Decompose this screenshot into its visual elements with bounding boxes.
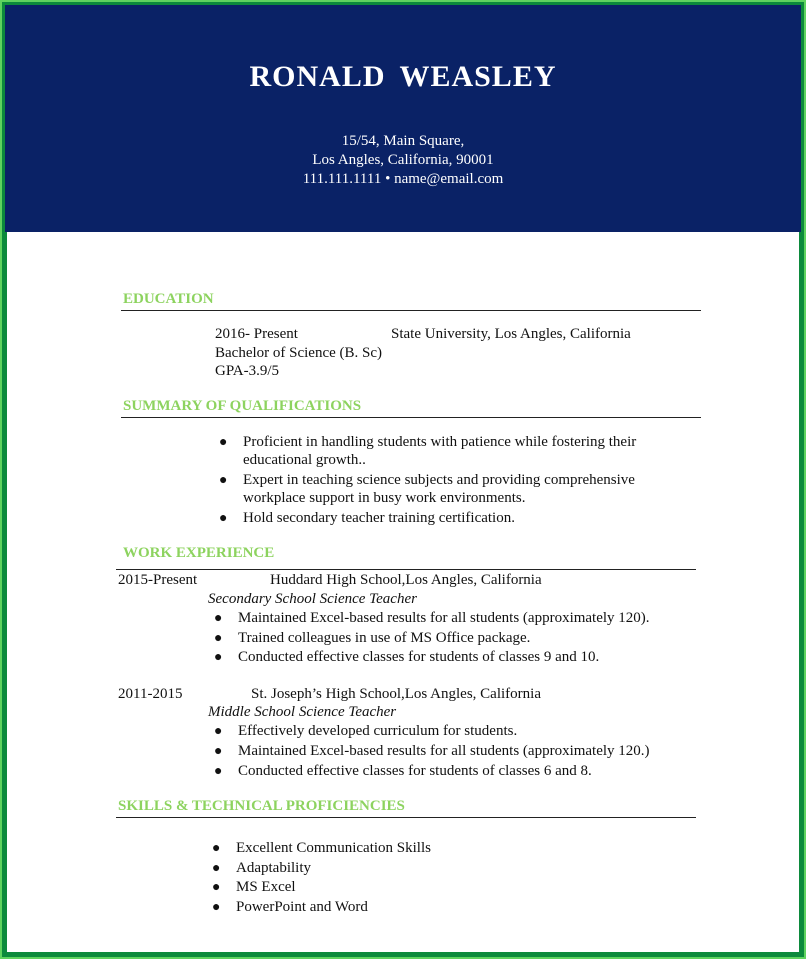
job-2-dates: 2011-2015 <box>118 686 183 702</box>
bullet-icon: ● <box>214 650 223 665</box>
job-1-item-1: Maintained Excel-based results for all students (approximately 120). <box>238 610 650 626</box>
summary-divider <box>121 417 701 418</box>
summary-item-3: Hold secondary teacher training certification. <box>243 510 515 526</box>
skills-divider <box>116 817 696 818</box>
job-2-role: Middle School Science Teacher <box>208 704 397 720</box>
resume-header <box>5 5 801 232</box>
bullet-icon: ● <box>212 861 221 876</box>
summary-item-2-line-1: Expert in teaching science subjects and providing comprehensive <box>243 472 635 488</box>
skills-heading: SKILLS & TECHNICAL PROFICIENCIES <box>118 798 405 814</box>
address-line-1: 15/54, Main Square, <box>341 133 465 149</box>
summary-heading: SUMMARY OF QUALIFICATIONS <box>123 398 362 414</box>
job-2-item-2: Maintained Excel-based results for all students (approximately 120.) <box>238 743 650 759</box>
education-heading: EDUCATION <box>123 291 214 307</box>
bullet-icon: ● <box>212 880 221 895</box>
summary-item-2-line-2: workplace support in busy work environments. <box>243 490 526 506</box>
skill-item-3: MS Excel <box>236 879 296 895</box>
bullet-icon: ● <box>214 611 223 626</box>
job-1-dates: 2015-Present <box>118 572 198 588</box>
job-1-item-3: Conducted effective classes for students of classes 9 and 10. <box>238 649 600 665</box>
job-2-item-1: Effectively developed curriculum for students. <box>238 723 518 739</box>
bullet-icon: ● <box>214 744 223 759</box>
bullet-icon: ● <box>212 900 221 915</box>
job-1-item-2: Trained colleagues in use of MS Office package. <box>238 630 531 646</box>
summary-item-1-line-1: Proficient in handling students with patience while fostering their <box>243 434 637 450</box>
job-1-role: Secondary School Science Teacher <box>208 591 417 607</box>
skill-item-2: Adaptability <box>236 860 311 876</box>
education-gpa: GPA-3.9/5 <box>215 363 280 379</box>
job-2-employer: St. Joseph’s High School,Los Angles, California <box>251 686 541 702</box>
education-divider <box>121 310 701 311</box>
bullet-icon: ● <box>219 473 228 488</box>
address-line-2: Los Angles, California, 90001 <box>312 152 494 168</box>
education-dates: 2016- Present <box>215 326 298 342</box>
bullet-icon: ● <box>214 764 223 779</box>
work-heading: WORK EXPERIENCE <box>123 545 275 561</box>
education-degree: Bachelor of Science (B. Sc) <box>215 345 383 361</box>
education-institution: State University, Los Angles, California <box>391 326 631 342</box>
candidate-name: RONALD WEASLEY <box>249 60 557 93</box>
job-2-item-3: Conducted effective classes for students of classes 6 and 8. <box>238 763 592 779</box>
contact-block <box>5 132 801 189</box>
bullet-icon: ● <box>219 511 228 526</box>
skill-item-1: Excellent Communication Skills <box>236 840 431 856</box>
phone-email-line: 111.111.1111 • name@email.com <box>302 171 504 187</box>
skill-item-4: PowerPoint and Word <box>236 899 368 915</box>
work-divider <box>116 569 696 570</box>
bullet-icon: ● <box>214 724 223 739</box>
summary-item-1-line-2: educational growth.. <box>243 452 366 468</box>
bullet-icon: ● <box>212 841 221 856</box>
job-1-employer: Huddard High School,Los Angles, California <box>270 572 542 588</box>
bullet-icon: ● <box>214 631 223 646</box>
bullet-icon: ● <box>219 435 228 450</box>
